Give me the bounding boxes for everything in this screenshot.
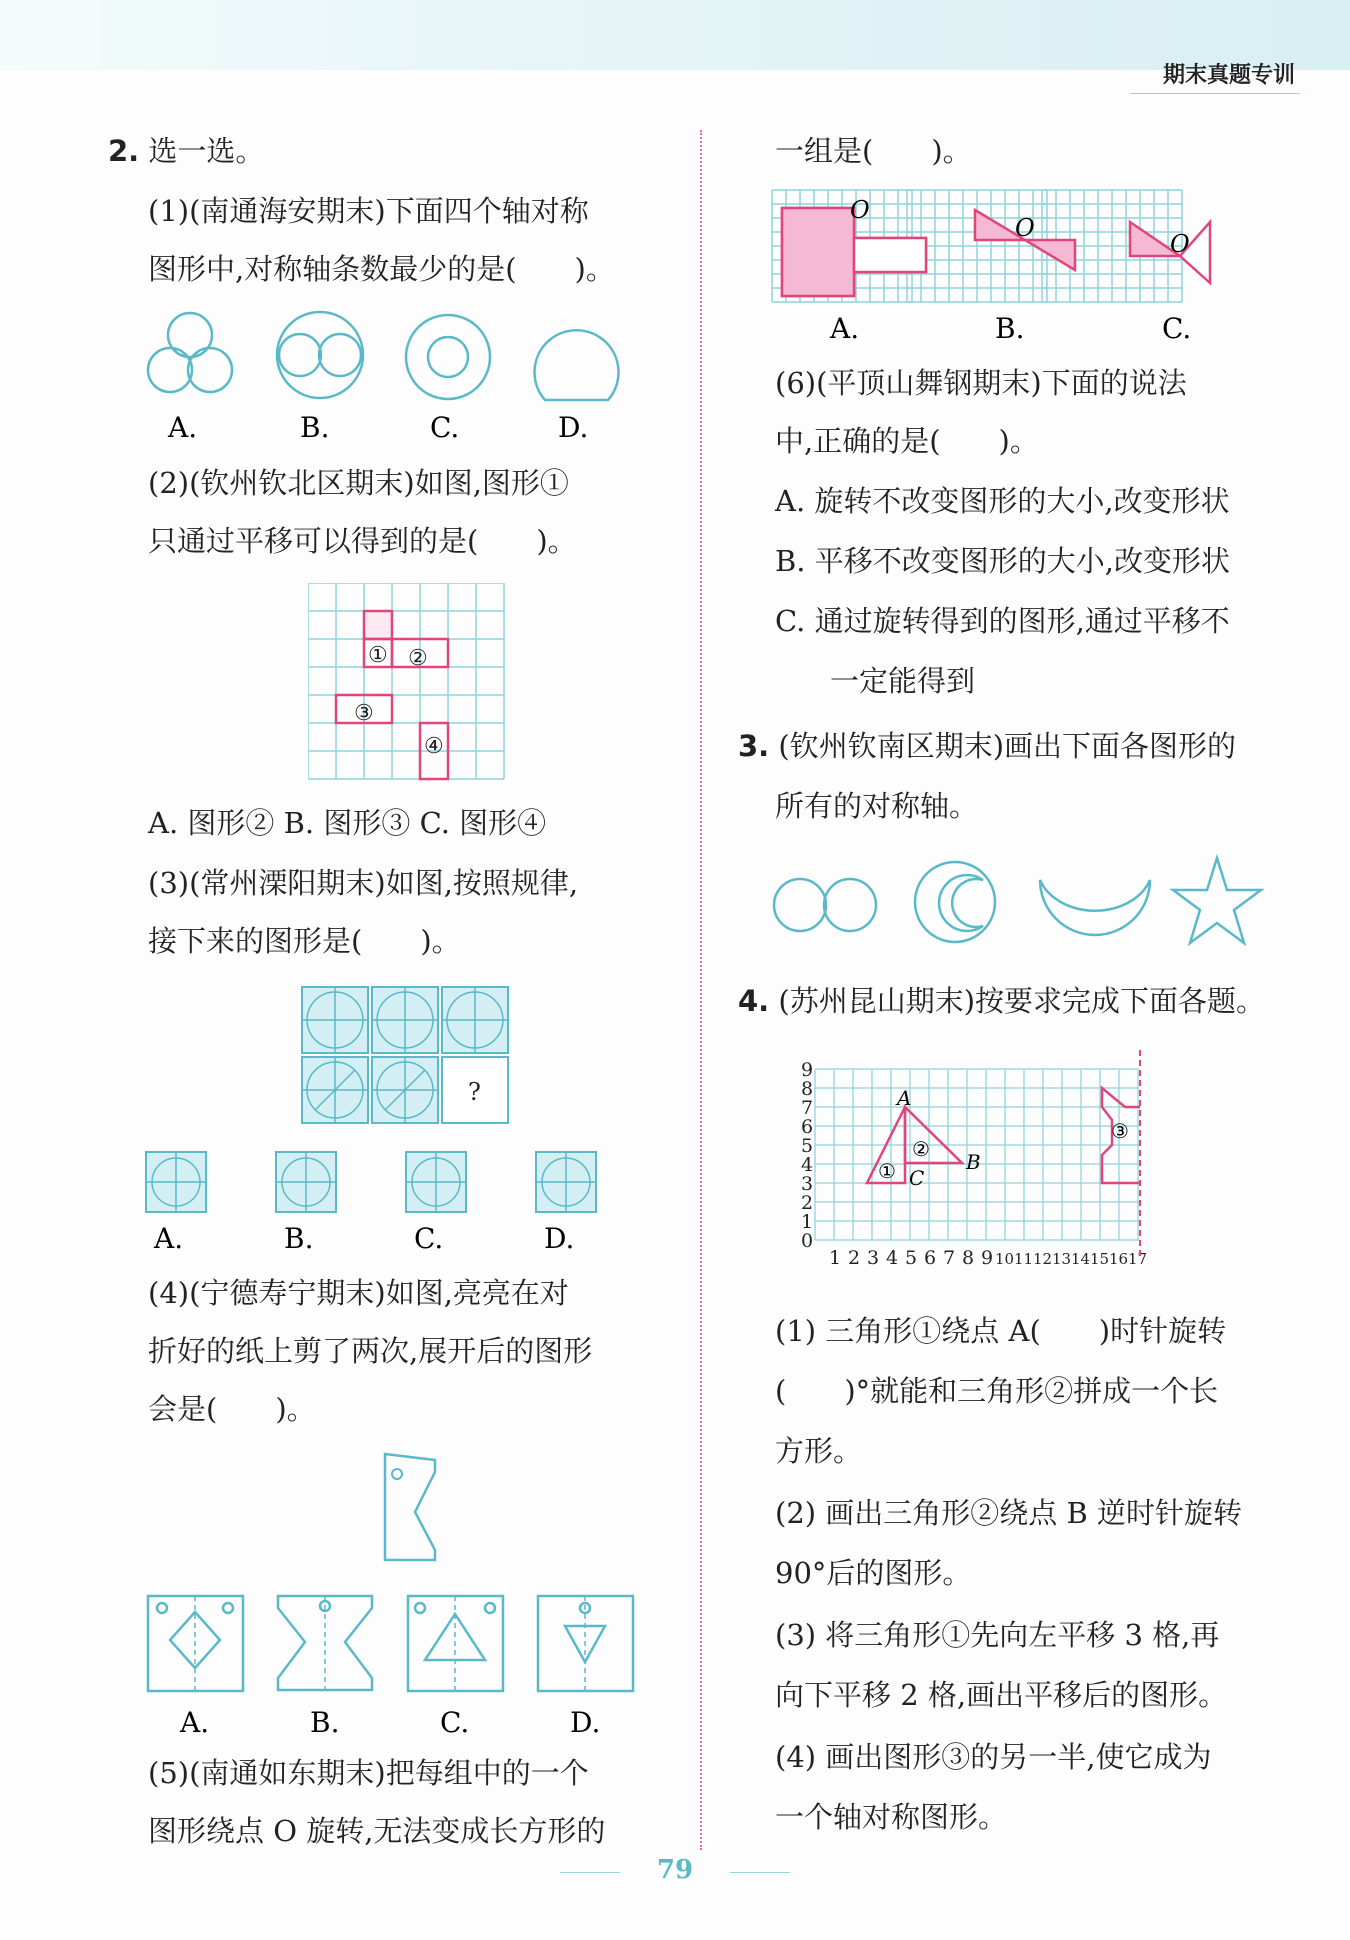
q2-p5-option-c: C. [1162,312,1192,343]
x-tick-label: 12 [1033,1250,1053,1268]
q2-p6-option-c-line1: C. 通过旋转得到的图形,通过平移不 [775,604,1230,638]
q2-p3-option-d: D. [544,1222,575,1255]
q4-s1-line2: ( )°就能和三角形②拼成一个长 [775,1374,1219,1408]
point-c-label: C [909,1166,925,1190]
label-3: ③ [354,701,374,726]
q2-p5-line2: 图形绕点 O 旋转,无法变成长方形的 [148,1814,606,1848]
x-tick-label: 17 [1128,1250,1148,1268]
q3-number: 3. [738,729,770,763]
crescent-in-circle [939,875,983,931]
q2-p6-line2: 中,正确的是( )。 [775,424,1039,458]
x-tick-label: 9 [981,1247,994,1269]
q4-s4-line2: 一个轴对称图形。 [775,1800,1008,1834]
x-tick-label: 7 [943,1247,956,1269]
y-tick-label: 2 [801,1192,814,1214]
q4-s4-line1: (4) 画出图形③的另一半,使它成为 [775,1740,1212,1774]
q2-p3-option-c: C. [414,1222,444,1255]
q2-p5-option-a: A. [830,312,860,343]
q3-figures [765,850,1285,960]
y-tick-label: 1 [801,1211,814,1233]
q2-p4-options [140,1590,650,1740]
y-tick-label: 8 [801,1078,814,1100]
x-tick-label: 2 [848,1247,861,1269]
q2-p1-option-a: A. [168,411,198,444]
q2-p5-option-b: B. [995,312,1025,343]
q4-s1-line1: (1) 三角形①绕点 A( )时针旋转 [775,1314,1227,1348]
q2-p6-option-c-line2: 一定能得到 [830,664,976,698]
q2-p3-option-b: B. [284,1222,314,1255]
q2-p1-option-d: D. [558,411,589,444]
x-tick-label: 10 [995,1250,1015,1268]
q2-p2-answers: A. 图形② B. 图形③ C. 图形④ [148,806,547,840]
y-tick-label: 7 [801,1097,814,1119]
x-tick-label: 1 [829,1247,842,1269]
header-band [0,0,1350,70]
header-title: 期末真题专训 [1162,63,1295,88]
q3-line2: 所有的对称轴。 [775,789,979,823]
q2-p2-grid-figure [308,583,510,783]
left-circle [774,879,826,931]
shape-2-label: ② [912,1137,930,1161]
q2-p1-figures [140,305,650,445]
y-tick-label: 0 [801,1230,814,1252]
shape-3-label: ③ [1111,1119,1129,1143]
q2-number: 2. [108,134,140,168]
right-circle [824,879,876,931]
two-circles-in-circle-figure [277,312,363,398]
label-2: ② [408,646,428,671]
x-tick-label: 6 [924,1247,937,1269]
q2-p4-line1: (4)(宁德寿宁期末)如图,亮亮在对 [148,1276,569,1310]
x-tick-label: 3 [867,1247,880,1269]
y-tick-label: 5 [801,1135,814,1157]
y-tick-label: 3 [801,1173,814,1195]
three-circles-figure [148,313,232,392]
label-1: ① [368,643,388,668]
q2-heading [108,120,264,182]
point-a-label: A [897,1086,912,1110]
q2-p6-line1: (6)(平顶山舞钢期末)下面的说法 [775,366,1187,400]
grid-lines [308,583,504,779]
pattern-question-mark: ? [468,1078,481,1106]
page-number-text: 79 [656,1855,694,1885]
star-figure [1173,858,1261,943]
q4-coordinate-grid [800,1035,1260,1295]
q2-p4-line3: 会是( )。 [148,1392,316,1426]
x-tick-label: 5 [905,1247,918,1269]
q4-text: (苏州昆山期末)按要求完成下面各题。 [778,984,1266,1018]
q2-p4-line2: 折好的纸上剪了两次,展开后的图形 [148,1334,593,1368]
y-tick-label: 4 [801,1154,814,1176]
x-tick-label: 11 [1014,1250,1034,1268]
folded-paper-figure [375,1450,445,1565]
q2-p2-line2: 只通过平移可以得到的是( )。 [148,524,577,558]
q2-p6-option-a: A. 旋转不改变图形的大小,改变形状 [775,484,1230,518]
x-tick-label: 15 [1090,1250,1110,1268]
option-a-right-shape [854,238,926,272]
q2-p1-line2: 图形中,对称轴条数最少的是( )。 [148,252,615,286]
shape-1-label: ① [878,1159,896,1183]
point-b-label: B [966,1150,981,1174]
q4-s2-line1: (2) 画出三角形②绕点 B 逆时针旋转 [775,1496,1243,1530]
q4-line1 [738,970,1265,1032]
y-tick-label: 6 [801,1116,814,1138]
point-o-b: O [1015,214,1035,242]
q4-s3-line2: 向下平移 2 格,画出平移后的图形。 [775,1678,1228,1712]
q2-p4-option-a: A. [180,1706,210,1739]
q2-title: 选一选。 [148,134,265,168]
q4-s3-line1: (3) 将三角形①先向左平移 3 格,再 [775,1618,1220,1652]
x-tick-label: 13 [1052,1250,1072,1268]
q3-line1 [738,715,1236,777]
x-tick-label: 4 [886,1247,899,1269]
page-number [0,1855,1350,1885]
q2-p6-option-b: B. 平移不改变图形的大小,改变形状 [775,544,1230,578]
x-tick-label: 8 [962,1247,975,1269]
q4-number: 4. [738,984,770,1018]
concentric-circles-figure [406,315,490,399]
q2-p3-option-a: A. [154,1222,184,1255]
q2-p2-line1: (2)(钦州钦北区期末)如图,图形① [148,466,569,500]
header-underline [1130,93,1300,94]
x-tick-label: 14 [1071,1250,1091,1268]
column-divider [700,130,702,1850]
q2-p3-options [140,1150,650,1255]
q2-p1-option-b: B. [300,411,330,444]
label-4: ④ [424,734,444,759]
q2-p4-option-b: B. [310,1706,340,1739]
q3-text: (钦州钦南区期末)画出下面各图形的 [778,729,1237,763]
q2-p3-pattern [300,985,514,1125]
q2-p3-line2: 接下来的图形是( )。 [148,924,461,958]
y-tick-label: 9 [801,1059,814,1081]
q2-p5-figures [770,188,1280,343]
q2-p4-option-d: D. [570,1706,601,1739]
crescent-moon [1040,880,1150,935]
q4-s1-line3: 方形。 [775,1434,863,1468]
q2-p1-line1: (1)(南通海安期末)下面四个轴对称 [148,194,589,228]
outer-circle [915,862,995,942]
q2-p3-line1: (3)(常州溧阳期末)如图,按照规律, [148,866,579,900]
shape-1-top [364,611,392,639]
q4-s2-line2: 90°后的图形。 [775,1556,972,1590]
q2-p4-option-c: C. [440,1706,470,1739]
q2-p1-option-c: C. [430,411,460,444]
cut-circle-figure [535,330,619,400]
x-tick-label: 16 [1109,1250,1129,1268]
q2-p5-line3: 一组是( )。 [775,134,972,168]
q2-p5-line1: (5)(南通如东期末)把每组中的一个 [148,1756,589,1790]
point-o-c: O [1170,230,1190,258]
option-a-left-shape [782,208,854,296]
point-o-a: O [850,196,870,224]
